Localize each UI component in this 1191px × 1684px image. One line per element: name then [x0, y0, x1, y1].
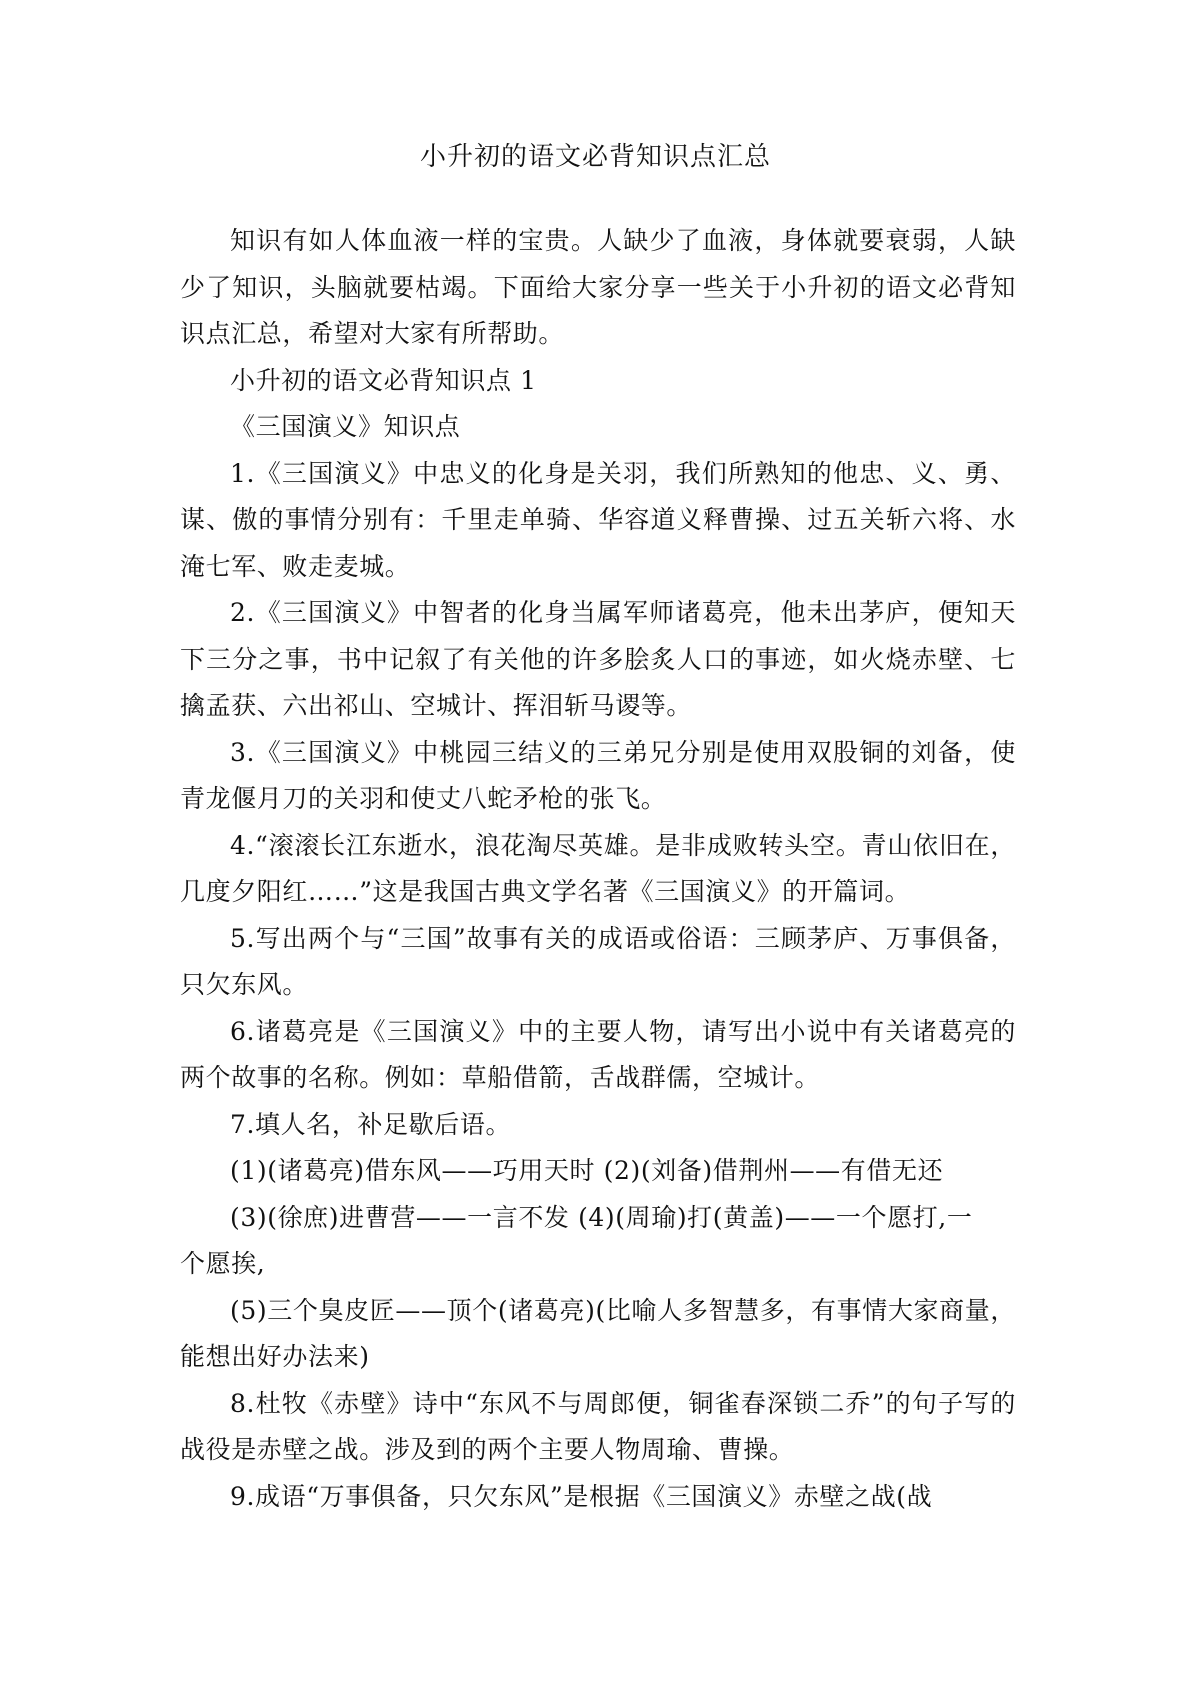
- intro-paragraph: 知识有如人体血液一样的宝贵。人缺少了血液，身体就要衰弱，人缺少了知识，头脑就要枯竭。下面给大家分享一些关于小升初的语文必背知识点汇总，希望对大家有所帮助。: [180, 226, 1016, 348]
- section-heading: 小升初的语文必背知识点 1: [230, 365, 537, 395]
- xiehouyu-line: (3)(徐庶)进曹营——一言不发 (4)(周瑜)打(黄盖)——一个愿打,一: [230, 1202, 973, 1232]
- list-item: 6.诸葛亮是《三国演义》中的主要人物，请写出小说中有关诸葛亮的两个故事的名称。例如：草船借箭，舌战群儒，空城计。: [180, 1016, 1016, 1092]
- list-item: 7.填人名，补足歇后语。: [230, 1109, 512, 1139]
- list-item: 2.《三国演义》中智者的化身当属军师诸葛亮，他未出茅庐，便知天下三分之事，书中记叙了有关他的许多脍炙人口的事迹，如火烧赤壁、七擒孟获、六出祁山、空城计、挥泪斩马谡等。: [180, 598, 1016, 720]
- xiehouyu-line: (5)三个臭皮匠——顶个(诸葛亮)(比喻人多智慧多，有事情大家商量，能想出好办法来): [180, 1295, 1016, 1371]
- list-item: 8.杜牧《赤壁》诗中“东风不与周郎便，铜雀春深锁二乔”的句子写的战役是赤壁之战。涉及到的两个主要人物周瑜、曹操。: [180, 1388, 1016, 1464]
- document-body: [180, 218, 1016, 1520]
- list-item: 4.“滚滚长江东逝水，浪花淘尽英雄。是非成败转头空。青山依旧在，几度夕阳红……”这是我国古典文学名著《三国演义》的开篇词。: [180, 830, 1016, 906]
- xiehouyu-line: (1)(诸葛亮)借东风——巧用天时 (2)(刘备)借荆州——有借无还: [230, 1156, 944, 1185]
- list-item: 5.写出两个与“三国”故事有关的成语或俗语：三顾茅庐、万事俱备，只欠东风。: [180, 923, 1016, 999]
- page-title: 小升初的语文必背知识点汇总: [419, 142, 771, 172]
- list-item: 1.《三国演义》中忠义的化身是关羽，我们所熟知的他忠、义、勇、谋、傲的事情分别有：千里走单骑、华容道义释曹操、过五关斩六将、水淹七军、败走麦城。: [180, 458, 1016, 581]
- list-item: 3.《三国演义》中桃园三结义的三弟兄分别是使用双股铜的刘备，使青龙偃月刀的关羽和使丈八蛇矛枪的张飞。: [180, 737, 1016, 813]
- list-item: 9.成语“万事俱备，只欠东风”是根据《三国演义》赤壁之战(战: [230, 1481, 933, 1511]
- xiehouyu-line-continuation: 个愿挨,: [180, 1249, 266, 1278]
- subsection-heading: 《三国演义》知识点: [230, 412, 461, 441]
